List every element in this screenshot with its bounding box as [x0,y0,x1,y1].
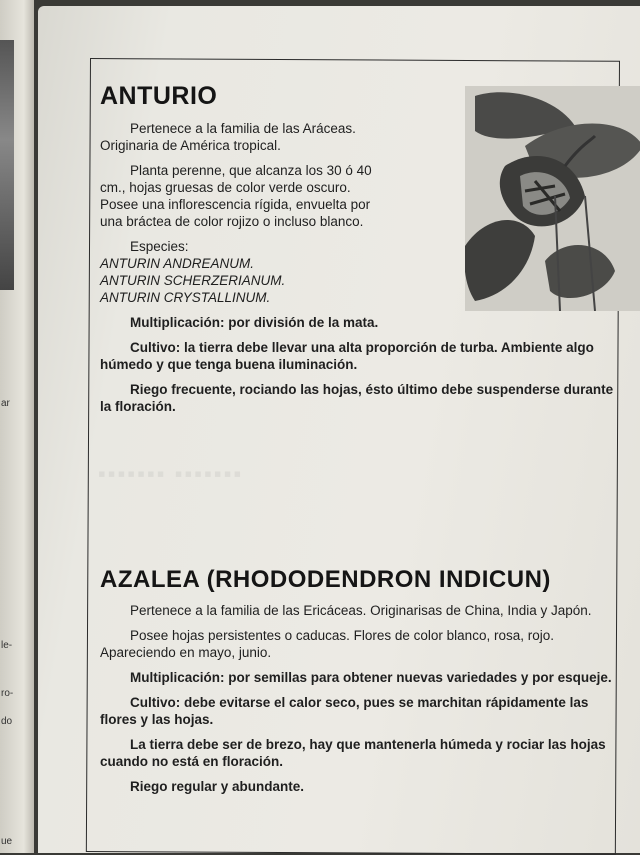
azalea-riego: Riego regular y abundante. [130,779,305,794]
species-item: ANTURIN SCHERZERIANUM. [100,273,286,288]
show-through-text: ▪▪▪▪▪▪▪ ▪▪▪▪▪▪▪ [98,461,244,486]
anturio-cultivo: Cultivo: la tierra debe llevar una alta proporción de turba. Ambiente algo húmedo y que tenga buena iluminación. [100,340,594,372]
azalea-multiplicacion: Multiplicación: por semillas para obtener nuevas variedades y por esqueje. [130,670,612,685]
left-fragment: ue [1,836,13,847]
book-page [38,6,640,853]
species-item: ANTURIN ANDREANUM. [100,256,255,271]
azalea-cultivo: Cultivo: debe evitarse el calor seco, pues se marchitan rápidamente las flores y las hojas. [100,695,589,727]
species-label: Especies: [130,239,189,254]
left-fragment: le- [1,640,13,651]
species-item: ANTURIN CRYSTALLINUM. [100,290,271,305]
anthurium-illustration [465,86,640,311]
azalea-section [100,566,616,803]
azalea-tierra: La tierra debe ser de brezo, hay que mantenerla húmeda y rociar las hojas cuando no está en floración. [100,737,606,769]
azalea-origin-paragraph: Pertenece a la familia de las Ericáceas. Originarisas de China, India y Japón. [130,603,592,618]
anturio-origin-paragraph: Pertenece a la familia de las Aráceas. Originaria de América tropical. [100,121,356,153]
left-fragment: do [1,716,13,727]
anturio-multiplicacion: Multiplicación: por división de la mata. [130,315,379,330]
left-page-edge [0,0,34,853]
azalea-description-paragraph: Posee hojas persistentes o caducas. Flores de color blanco, rosa, rojo. Apareciendo en mayo, junio. [100,628,554,660]
azalea-title: AZALEA (RHODODENDRON INDICUN) [100,566,551,593]
anturio-description-paragraph: Planta perenne, que alcanza los 30 ó 40 cm., hojas gruesas de color verde oscuro. Posee una inflorescencia rígida, envuelta por una bráctea de color rojizo o incluso blanco. [100,163,372,229]
anturio-title: ANTURIO [100,82,218,110]
left-fragment: ro- [1,688,14,699]
left-page-photo [0,40,14,290]
anturio-section [100,82,616,415]
anturio-riego: Riego frecuente, rociando las hojas, ésto último debe suspenderse durante la floración. [100,382,614,414]
left-fragment: ar [1,398,10,409]
